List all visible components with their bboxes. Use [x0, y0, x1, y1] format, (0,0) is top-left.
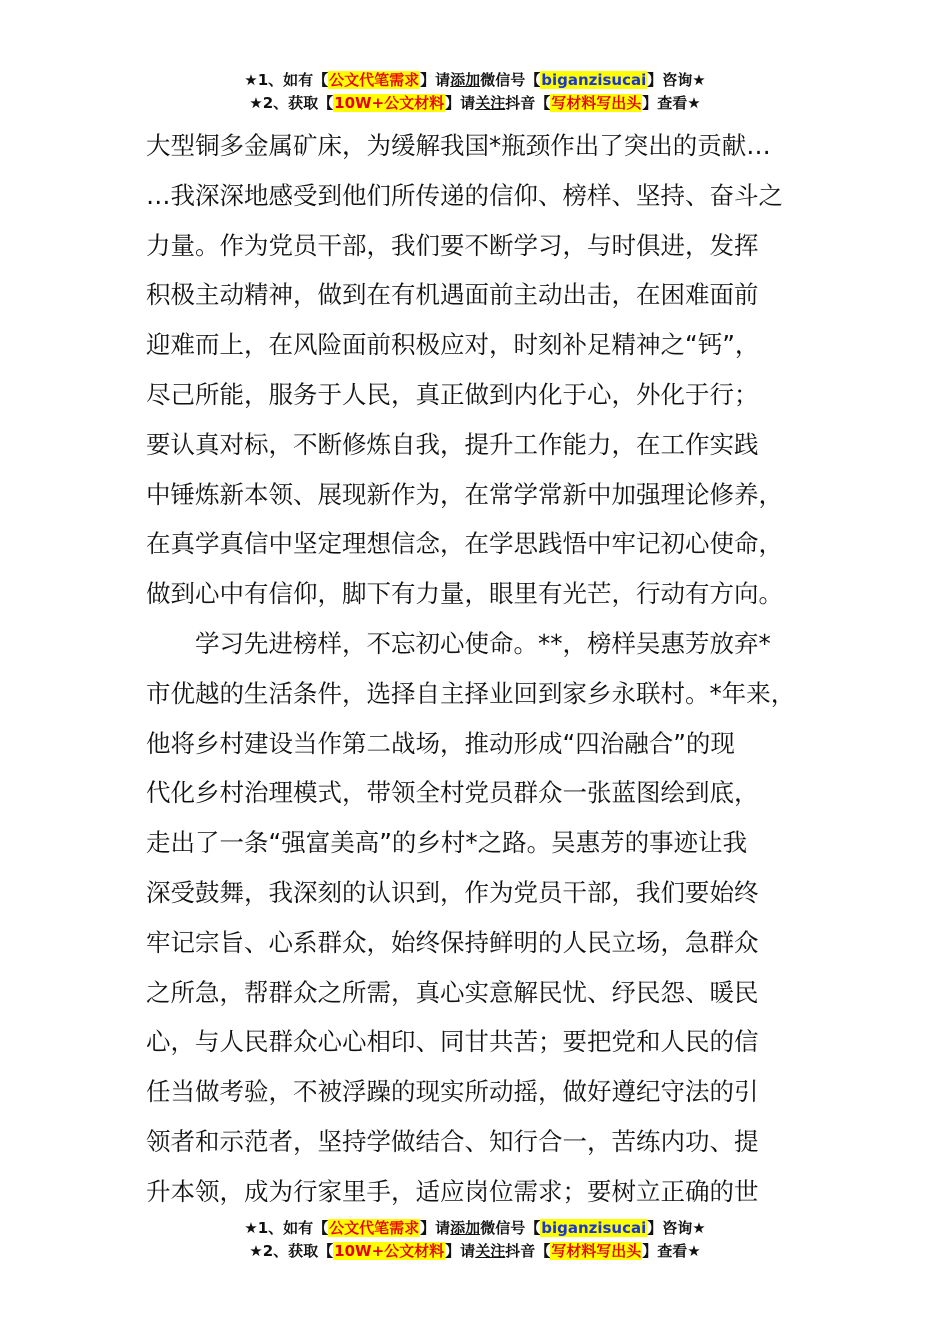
document-body: [146, 121, 826, 1217]
star-icon: ★: [249, 94, 263, 112]
body-line: 牢记宗旨、心系群众，始终保持鲜明的人民立场，急群众: [146, 927, 759, 957]
body-line: 他将乡村建设当作第二战场，推动形成“四治融合”的现: [146, 728, 735, 758]
body-line: 力量。作为党员干部，我们要不断学习，与时俱进，发挥: [146, 230, 759, 260]
body-line: 心，与人民群众心心相印、同甘共苦；要把党和人民的信: [146, 1027, 759, 1057]
body-line: 尽己所能，服务于人民，真正做到内化于心，外化于行；: [146, 379, 759, 409]
wechat-id: biganzisucai: [541, 71, 647, 89]
star-icon: ★: [692, 71, 706, 89]
body-line: 之所急，帮群众之所需，真心实意解民忧、纾民怨、暖民: [146, 977, 759, 1007]
body-line: 大型铜多金属矿床，为缓解我国*瓶颈作出了突出的贡献…: [146, 131, 771, 160]
star-icon: ★: [244, 71, 258, 89]
paragraph-start-line: 学习先进榜样，不忘初心使命。**，榜样吴惠芳放弃*: [195, 628, 771, 658]
body-line: 升本领，成为行家里手，适应岗位需求；要树立正确的世: [146, 1176, 759, 1206]
highlight-materials: 10W+公文材料: [334, 94, 445, 112]
body-line: 任当做考验，不被浮躁的现实所动摇，做好遵纪守法的引: [146, 1077, 759, 1107]
body-line: 在真学真信中坚定理想信念，在学思践悟中牢记初心使命，: [146, 529, 783, 559]
footer-banner: [0, 1217, 950, 1263]
douyin-account: 写材料写出头: [551, 1242, 642, 1260]
banner-line-2: ★2、获取【10W+公文材料】请关注抖音【写材料写出头】查看★: [249, 1242, 701, 1260]
star-icon: ★: [692, 1219, 706, 1237]
star-icon: ★: [249, 1242, 263, 1260]
highlight-materials: 10W+公文材料: [334, 1242, 445, 1260]
body-line: 中锤炼新本领、展现新作为，在常学常新中加强理论修养，: [146, 479, 783, 509]
body-line: …我深深地感受到他们所传递的信仰、榜样、坚持、奋斗之: [146, 180, 783, 210]
banner-line-1: ★1、如有【公文代笔需求】请添加微信号【biganzisucai】咨询★: [244, 71, 706, 89]
body-line: 要认真对标，不断修炼自我，提升工作能力，在工作实践: [146, 429, 759, 459]
body-line: 做到心中有信仰，脚下有力量，眼里有光芒，行动有方向。: [146, 579, 783, 609]
body-line: 积极主动精神，做到在有机遇面前主动出击，在困难面前: [146, 280, 759, 310]
wechat-id: biganzisucai: [541, 1219, 647, 1237]
body-line: 迎难而上，在风险面前积极应对，时刻补足精神之“钙”，: [146, 330, 760, 360]
body-line: 深受鼓舞，我深刻的认识到，作为党员干部，我们要始终: [146, 877, 759, 907]
highlight-ghostwriting: 公文代笔需求: [329, 71, 420, 89]
star-icon: ★: [244, 1219, 258, 1237]
body-line: 市优越的生活条件，选择自主择业回到家乡永联村。*年来，: [146, 678, 796, 708]
body-line: 走出了一条“强富美高”的乡村*之路。吴惠芳的事迹让我: [146, 828, 748, 858]
body-line: 代化乡村治理模式，带领全村党员群众一张蓝图绘到底，: [146, 778, 759, 808]
banner-line-1: ★1、如有【公文代笔需求】请添加微信号【biganzisucai】咨询★: [244, 1219, 706, 1237]
highlight-ghostwriting: 公文代笔需求: [329, 1219, 420, 1237]
body-line: 领者和示范者，坚持学做结合、知行合一，苦练内功、提: [146, 1126, 759, 1156]
star-icon: ★: [687, 1242, 701, 1260]
header-banner: [0, 69, 950, 115]
douyin-account: 写材料写出头: [551, 94, 642, 112]
banner-line-2: ★2、获取【10W+公文材料】请关注抖音【写材料写出头】查看★: [249, 94, 701, 112]
star-icon: ★: [687, 94, 701, 112]
